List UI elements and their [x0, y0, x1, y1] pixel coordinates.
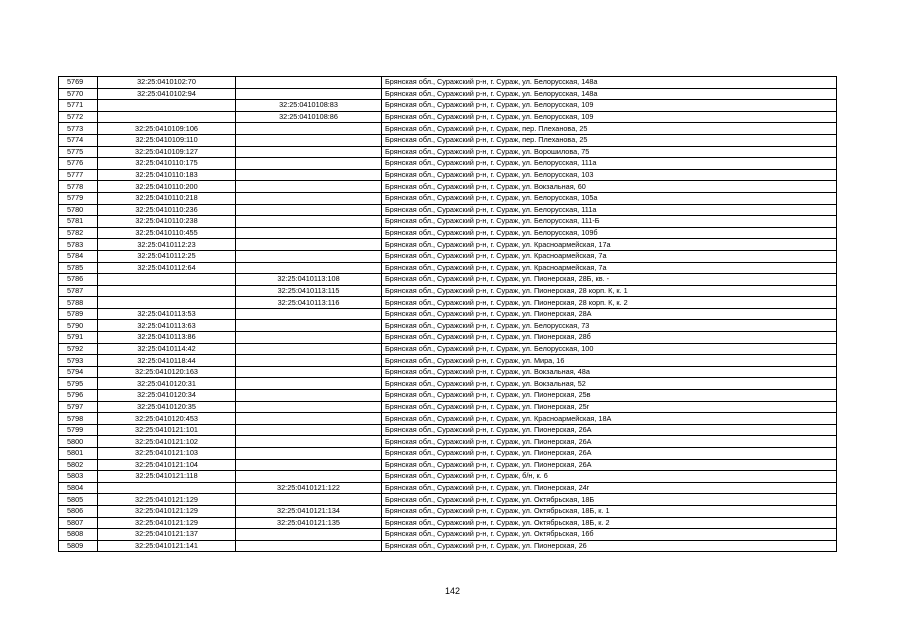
- land-cadastral-number-cell: 32:25:0410110:218: [98, 192, 236, 204]
- row-number-cell: 5809: [59, 540, 98, 552]
- building-cadastral-number-cell: 32:25:0410113:108: [236, 274, 382, 286]
- row-number-cell: 5770: [59, 88, 98, 100]
- land-cadastral-number-cell: 32:25:0410110:175: [98, 158, 236, 170]
- land-cadastral-number-cell: 32:25:0410110:183: [98, 169, 236, 181]
- table-row: [59, 192, 837, 204]
- land-cadastral-number-cell: 32:25:0410109:110: [98, 134, 236, 146]
- building-cadastral-number-cell: [236, 308, 382, 320]
- row-number-cell: 5772: [59, 111, 98, 123]
- land-cadastral-number-cell: 32:25:0410120:453: [98, 413, 236, 425]
- land-cadastral-number-cell: 32:25:0410121:129: [98, 517, 236, 529]
- address-cell: Брянская обл., Суражский р-н, г. Сураж, ул. Белорусская, 111-Б: [382, 216, 837, 228]
- row-number-cell: 5785: [59, 262, 98, 274]
- land-cadastral-number-cell: 32:25:0410120:35: [98, 401, 236, 413]
- building-cadastral-number-cell: [236, 401, 382, 413]
- row-number-cell: 5782: [59, 227, 98, 239]
- address-cell: Брянская обл., Суражский р-н, г. Сураж, б/н, к. 6: [382, 471, 837, 483]
- row-number-cell: 5773: [59, 123, 98, 135]
- land-cadastral-number-cell: 32:25:0410121:103: [98, 448, 236, 460]
- table-row: [59, 285, 837, 297]
- building-cadastral-number-cell: [236, 540, 382, 552]
- table-row: [59, 436, 837, 448]
- land-cadastral-number-cell: 32:25:0410112:23: [98, 239, 236, 251]
- address-cell: Брянская обл., Суражский р-н, г. Сураж, ул. Пионерская, 28 корп. К, к. 1: [382, 285, 837, 297]
- address-cell: Брянская обл., Суражский р-н, г. Сураж, ул. Белорусская, 109б: [382, 227, 837, 239]
- land-cadastral-number-cell: [98, 111, 236, 123]
- land-cadastral-number-cell: 32:25:0410121:102: [98, 436, 236, 448]
- building-cadastral-number-cell: [236, 239, 382, 251]
- building-cadastral-number-cell: [236, 343, 382, 355]
- building-cadastral-number-cell: [236, 216, 382, 228]
- building-cadastral-number-cell: [236, 250, 382, 262]
- land-cadastral-number-cell: 32:25:0410112:25: [98, 250, 236, 262]
- cadastral-table: [58, 76, 837, 552]
- land-cadastral-number-cell: 32:25:0410110:455: [98, 227, 236, 239]
- building-cadastral-number-cell: [236, 227, 382, 239]
- row-number-cell: 5783: [59, 239, 98, 251]
- table-row: [59, 343, 837, 355]
- building-cadastral-number-cell: [236, 355, 382, 367]
- building-cadastral-number-cell: 32:25:0410108:86: [236, 111, 382, 123]
- row-number-cell: 5796: [59, 390, 98, 402]
- table-row: [59, 401, 837, 413]
- table-row: [59, 505, 837, 517]
- building-cadastral-number-cell: [236, 123, 382, 135]
- table-row: [59, 123, 837, 135]
- table-row: [59, 448, 837, 460]
- row-number-cell: 5788: [59, 297, 98, 309]
- row-number-cell: 5808: [59, 529, 98, 541]
- address-cell: Брянская обл., Суражский р-н, г. Сураж, ул. Белорусская, 148а: [382, 88, 837, 100]
- row-number-cell: 5778: [59, 181, 98, 193]
- land-cadastral-number-cell: [98, 100, 236, 112]
- table-row: [59, 111, 837, 123]
- address-cell: Брянская обл., Суражский р-н, г. Сураж, ул. Пионерская, 25в: [382, 390, 837, 402]
- table-row: [59, 529, 837, 541]
- building-cadastral-number-cell: 32:25:0410121:135: [236, 517, 382, 529]
- land-cadastral-number-cell: 32:25:0410121:118: [98, 471, 236, 483]
- row-number-cell: 5780: [59, 204, 98, 216]
- row-number-cell: 5802: [59, 459, 98, 471]
- table-row: [59, 308, 837, 320]
- land-cadastral-number-cell: 32:25:0410110:200: [98, 181, 236, 193]
- address-cell: Брянская обл., Суражский р-н, г. Сураж, ул. Белорусская, 111а: [382, 158, 837, 170]
- address-cell: Брянская обл., Суражский р-н, г. Сураж, ул. Пионерская, 26А: [382, 424, 837, 436]
- table-row: [59, 239, 837, 251]
- building-cadastral-number-cell: [236, 390, 382, 402]
- address-cell: Брянская обл., Суражский р-н, г. Сураж, ул. Белорусская, 148а: [382, 77, 837, 89]
- table-row: [59, 181, 837, 193]
- building-cadastral-number-cell: [236, 529, 382, 541]
- building-cadastral-number-cell: [236, 158, 382, 170]
- address-cell: Брянская обл., Суражский р-н, г. Сураж, ул. Мира, 16: [382, 355, 837, 367]
- land-cadastral-number-cell: 32:25:0410121:141: [98, 540, 236, 552]
- table-row: [59, 517, 837, 529]
- table-row: [59, 494, 837, 506]
- row-number-cell: 5790: [59, 320, 98, 332]
- table-row: [59, 216, 837, 228]
- building-cadastral-number-cell: [236, 436, 382, 448]
- page-number: 142: [444, 586, 461, 596]
- building-cadastral-number-cell: [236, 378, 382, 390]
- table-row: [59, 250, 837, 262]
- land-cadastral-number-cell: 32:25:0410113:86: [98, 332, 236, 344]
- row-number-cell: 5787: [59, 285, 98, 297]
- row-number-cell: 5774: [59, 134, 98, 146]
- address-cell: Брянская обл., Суражский р-н, г. Сураж, ул. Белорусская, 105а: [382, 192, 837, 204]
- table-row: [59, 158, 837, 170]
- land-cadastral-number-cell: [98, 482, 236, 494]
- building-cadastral-number-cell: [236, 413, 382, 425]
- building-cadastral-number-cell: [236, 448, 382, 460]
- address-cell: Брянская обл., Суражский р-н, г. Сураж, ул. Пионерская, 26: [382, 540, 837, 552]
- row-number-cell: 5794: [59, 366, 98, 378]
- row-number-cell: 5786: [59, 274, 98, 286]
- address-cell: Брянская обл., Суражский р-н, г. Сураж, ул. Вокзальная, 48а: [382, 366, 837, 378]
- land-cadastral-number-cell: 32:25:0410121:129: [98, 505, 236, 517]
- address-cell: Брянская обл., Суражский р-н, г. Сураж, ул. Пионерская, 26А: [382, 436, 837, 448]
- row-number-cell: 5775: [59, 146, 98, 158]
- row-number-cell: 5777: [59, 169, 98, 181]
- building-cadastral-number-cell: [236, 169, 382, 181]
- land-cadastral-number-cell: 32:25:0410121:137: [98, 529, 236, 541]
- row-number-cell: 5769: [59, 77, 98, 89]
- address-cell: Брянская обл., Суражский р-н, г. Сураж, ул. Белорусская, 111а: [382, 204, 837, 216]
- land-cadastral-number-cell: 32:25:0410113:53: [98, 308, 236, 320]
- table-row: [59, 134, 837, 146]
- row-number-cell: 5804: [59, 482, 98, 494]
- table-row: [59, 355, 837, 367]
- row-number-cell: 5771: [59, 100, 98, 112]
- table-row: [59, 332, 837, 344]
- land-cadastral-number-cell: 32:25:0410109:106: [98, 123, 236, 135]
- land-cadastral-number-cell: [98, 297, 236, 309]
- row-number-cell: 5779: [59, 192, 98, 204]
- building-cadastral-number-cell: 32:25:0410113:115: [236, 285, 382, 297]
- table-row: [59, 378, 837, 390]
- address-cell: Брянская обл., Суражский р-н, г. Сураж, ул. Пионерская, 28А: [382, 308, 837, 320]
- address-cell: Брянская обл., Суражский р-н, г. Сураж, ул. Красноармейская, 7а: [382, 250, 837, 262]
- table-row: [59, 204, 837, 216]
- land-cadastral-number-cell: 32:25:0410121:129: [98, 494, 236, 506]
- address-cell: Брянская обл., Суражский р-н, г. Сураж, ул. Пионерская, 24г: [382, 482, 837, 494]
- table-row: [59, 227, 837, 239]
- address-cell: Брянская обл., Суражский р-н, г. Сураж, ул. Октябрьская, 18Б, к. 1: [382, 505, 837, 517]
- table-row: [59, 424, 837, 436]
- land-cadastral-number-cell: 32:25:0410113:63: [98, 320, 236, 332]
- building-cadastral-number-cell: [236, 471, 382, 483]
- table-row: [59, 297, 837, 309]
- row-number-cell: 5797: [59, 401, 98, 413]
- address-cell: Брянская обл., Суражский р-н, г. Сураж, пер. Плеханова, 25: [382, 123, 837, 135]
- building-cadastral-number-cell: [236, 262, 382, 274]
- address-cell: Брянская обл., Суражский р-н, г. Сураж, ул. Белорусская, 109: [382, 100, 837, 112]
- row-number-cell: 5784: [59, 250, 98, 262]
- address-cell: Брянская обл., Суражский р-н, г. Сураж, ул. Белорусская, 73: [382, 320, 837, 332]
- row-number-cell: 5792: [59, 343, 98, 355]
- table-row: [59, 459, 837, 471]
- row-number-cell: 5807: [59, 517, 98, 529]
- table-row: [59, 274, 837, 286]
- row-number-cell: 5806: [59, 505, 98, 517]
- table-row: [59, 390, 837, 402]
- building-cadastral-number-cell: [236, 332, 382, 344]
- address-cell: Брянская обл., Суражский р-н, г. Сураж, ул. Красноармейская, 17а: [382, 239, 837, 251]
- address-cell: Брянская обл., Суражский р-н, г. Сураж, ул. Ворошилова, 75: [382, 146, 837, 158]
- land-cadastral-number-cell: 32:25:0410121:101: [98, 424, 236, 436]
- address-cell: Брянская обл., Суражский р-н, г. Сураж, ул. Красноармейская, 7а: [382, 262, 837, 274]
- address-cell: Брянская обл., Суражский р-н, г. Сураж, ул. Пионерская, 28Б, кв. -: [382, 274, 837, 286]
- building-cadastral-number-cell: 32:25:0410121:122: [236, 482, 382, 494]
- table-row: [59, 262, 837, 274]
- address-cell: Брянская обл., Суражский р-н, г. Сураж, ул. Белорусская, 100: [382, 343, 837, 355]
- land-cadastral-number-cell: 32:25:0410120:34: [98, 390, 236, 402]
- address-cell: Брянская обл., Суражский р-н, г. Сураж, ул. Октябрьская, 16б: [382, 529, 837, 541]
- building-cadastral-number-cell: [236, 88, 382, 100]
- address-cell: Брянская обл., Суражский р-н, г. Сураж, ул. Пионерская, 25г: [382, 401, 837, 413]
- land-cadastral-number-cell: 32:25:0410109:127: [98, 146, 236, 158]
- row-number-cell: 5800: [59, 436, 98, 448]
- row-number-cell: 5801: [59, 448, 98, 460]
- table-row: [59, 146, 837, 158]
- land-cadastral-number-cell: 32:25:0410102:94: [98, 88, 236, 100]
- table-row: [59, 77, 837, 89]
- address-cell: Брянская обл., Суражский р-н, г. Сураж, пер. Плеханова, 25: [382, 134, 837, 146]
- table-row: [59, 88, 837, 100]
- row-number-cell: 5795: [59, 378, 98, 390]
- building-cadastral-number-cell: [236, 459, 382, 471]
- table-row: [59, 366, 837, 378]
- address-cell: Брянская обл., Суражский р-н, г. Сураж, ул. Октябрьская, 18Б: [382, 494, 837, 506]
- address-cell: Брянская обл., Суражский р-н, г. Сураж, ул. Пионерская, 28б: [382, 332, 837, 344]
- building-cadastral-number-cell: [236, 366, 382, 378]
- table-row: [59, 471, 837, 483]
- address-cell: Брянская обл., Суражский р-н, г. Сураж, ул. Пионерская, 26А: [382, 459, 837, 471]
- address-cell: Брянская обл., Суражский р-н, г. Сураж, ул. Октябрьская, 18Б, к. 2: [382, 517, 837, 529]
- table-body: [59, 77, 837, 552]
- building-cadastral-number-cell: [236, 494, 382, 506]
- building-cadastral-number-cell: [236, 181, 382, 193]
- table-row: [59, 482, 837, 494]
- land-cadastral-number-cell: [98, 285, 236, 297]
- building-cadastral-number-cell: [236, 204, 382, 216]
- building-cadastral-number-cell: [236, 134, 382, 146]
- address-cell: Брянская обл., Суражский р-н, г. Сураж, ул. Белорусская, 103: [382, 169, 837, 181]
- address-cell: Брянская обл., Суражский р-н, г. Сураж, ул. Вокзальная, 52: [382, 378, 837, 390]
- address-cell: Брянская обл., Суражский р-н, г. Сураж, ул. Красноармейская, 18А: [382, 413, 837, 425]
- land-cadastral-number-cell: 32:25:0410110:238: [98, 216, 236, 228]
- row-number-cell: 5776: [59, 158, 98, 170]
- table-row: [59, 100, 837, 112]
- row-number-cell: 5791: [59, 332, 98, 344]
- building-cadastral-number-cell: [236, 424, 382, 436]
- land-cadastral-number-cell: 32:25:0410118:44: [98, 355, 236, 367]
- building-cadastral-number-cell: 32:25:0410121:134: [236, 505, 382, 517]
- row-number-cell: 5799: [59, 424, 98, 436]
- building-cadastral-number-cell: [236, 192, 382, 204]
- land-cadastral-number-cell: 32:25:0410114:42: [98, 343, 236, 355]
- building-cadastral-number-cell: [236, 77, 382, 89]
- table-row: [59, 413, 837, 425]
- address-cell: Брянская обл., Суражский р-н, г. Сураж, ул. Пионерская, 28 корп. К, к. 2: [382, 297, 837, 309]
- land-cadastral-number-cell: 32:25:0410121:104: [98, 459, 236, 471]
- land-cadastral-number-cell: [98, 274, 236, 286]
- land-cadastral-number-cell: 32:25:0410110:236: [98, 204, 236, 216]
- address-cell: Брянская обл., Суражский р-н, г. Сураж, ул. Вокзальная, 60: [382, 181, 837, 193]
- table-row: [59, 320, 837, 332]
- row-number-cell: 5803: [59, 471, 98, 483]
- address-cell: Брянская обл., Суражский р-н, г. Сураж, ул. Пионерская, 26А: [382, 448, 837, 460]
- building-cadastral-number-cell: [236, 146, 382, 158]
- row-number-cell: 5781: [59, 216, 98, 228]
- building-cadastral-number-cell: [236, 320, 382, 332]
- building-cadastral-number-cell: 32:25:0410113:116: [236, 297, 382, 309]
- land-cadastral-number-cell: 32:25:0410112:64: [98, 262, 236, 274]
- row-number-cell: 5793: [59, 355, 98, 367]
- row-number-cell: 5805: [59, 494, 98, 506]
- row-number-cell: 5789: [59, 308, 98, 320]
- land-cadastral-number-cell: 32:25:0410120:31: [98, 378, 236, 390]
- table-row: [59, 169, 837, 181]
- land-cadastral-number-cell: 32:25:0410102:70: [98, 77, 236, 89]
- table-row: [59, 540, 837, 552]
- address-cell: Брянская обл., Суражский р-н, г. Сураж, ул. Белорусская, 109: [382, 111, 837, 123]
- land-cadastral-number-cell: 32:25:0410120:163: [98, 366, 236, 378]
- row-number-cell: 5798: [59, 413, 98, 425]
- building-cadastral-number-cell: 32:25:0410108:83: [236, 100, 382, 112]
